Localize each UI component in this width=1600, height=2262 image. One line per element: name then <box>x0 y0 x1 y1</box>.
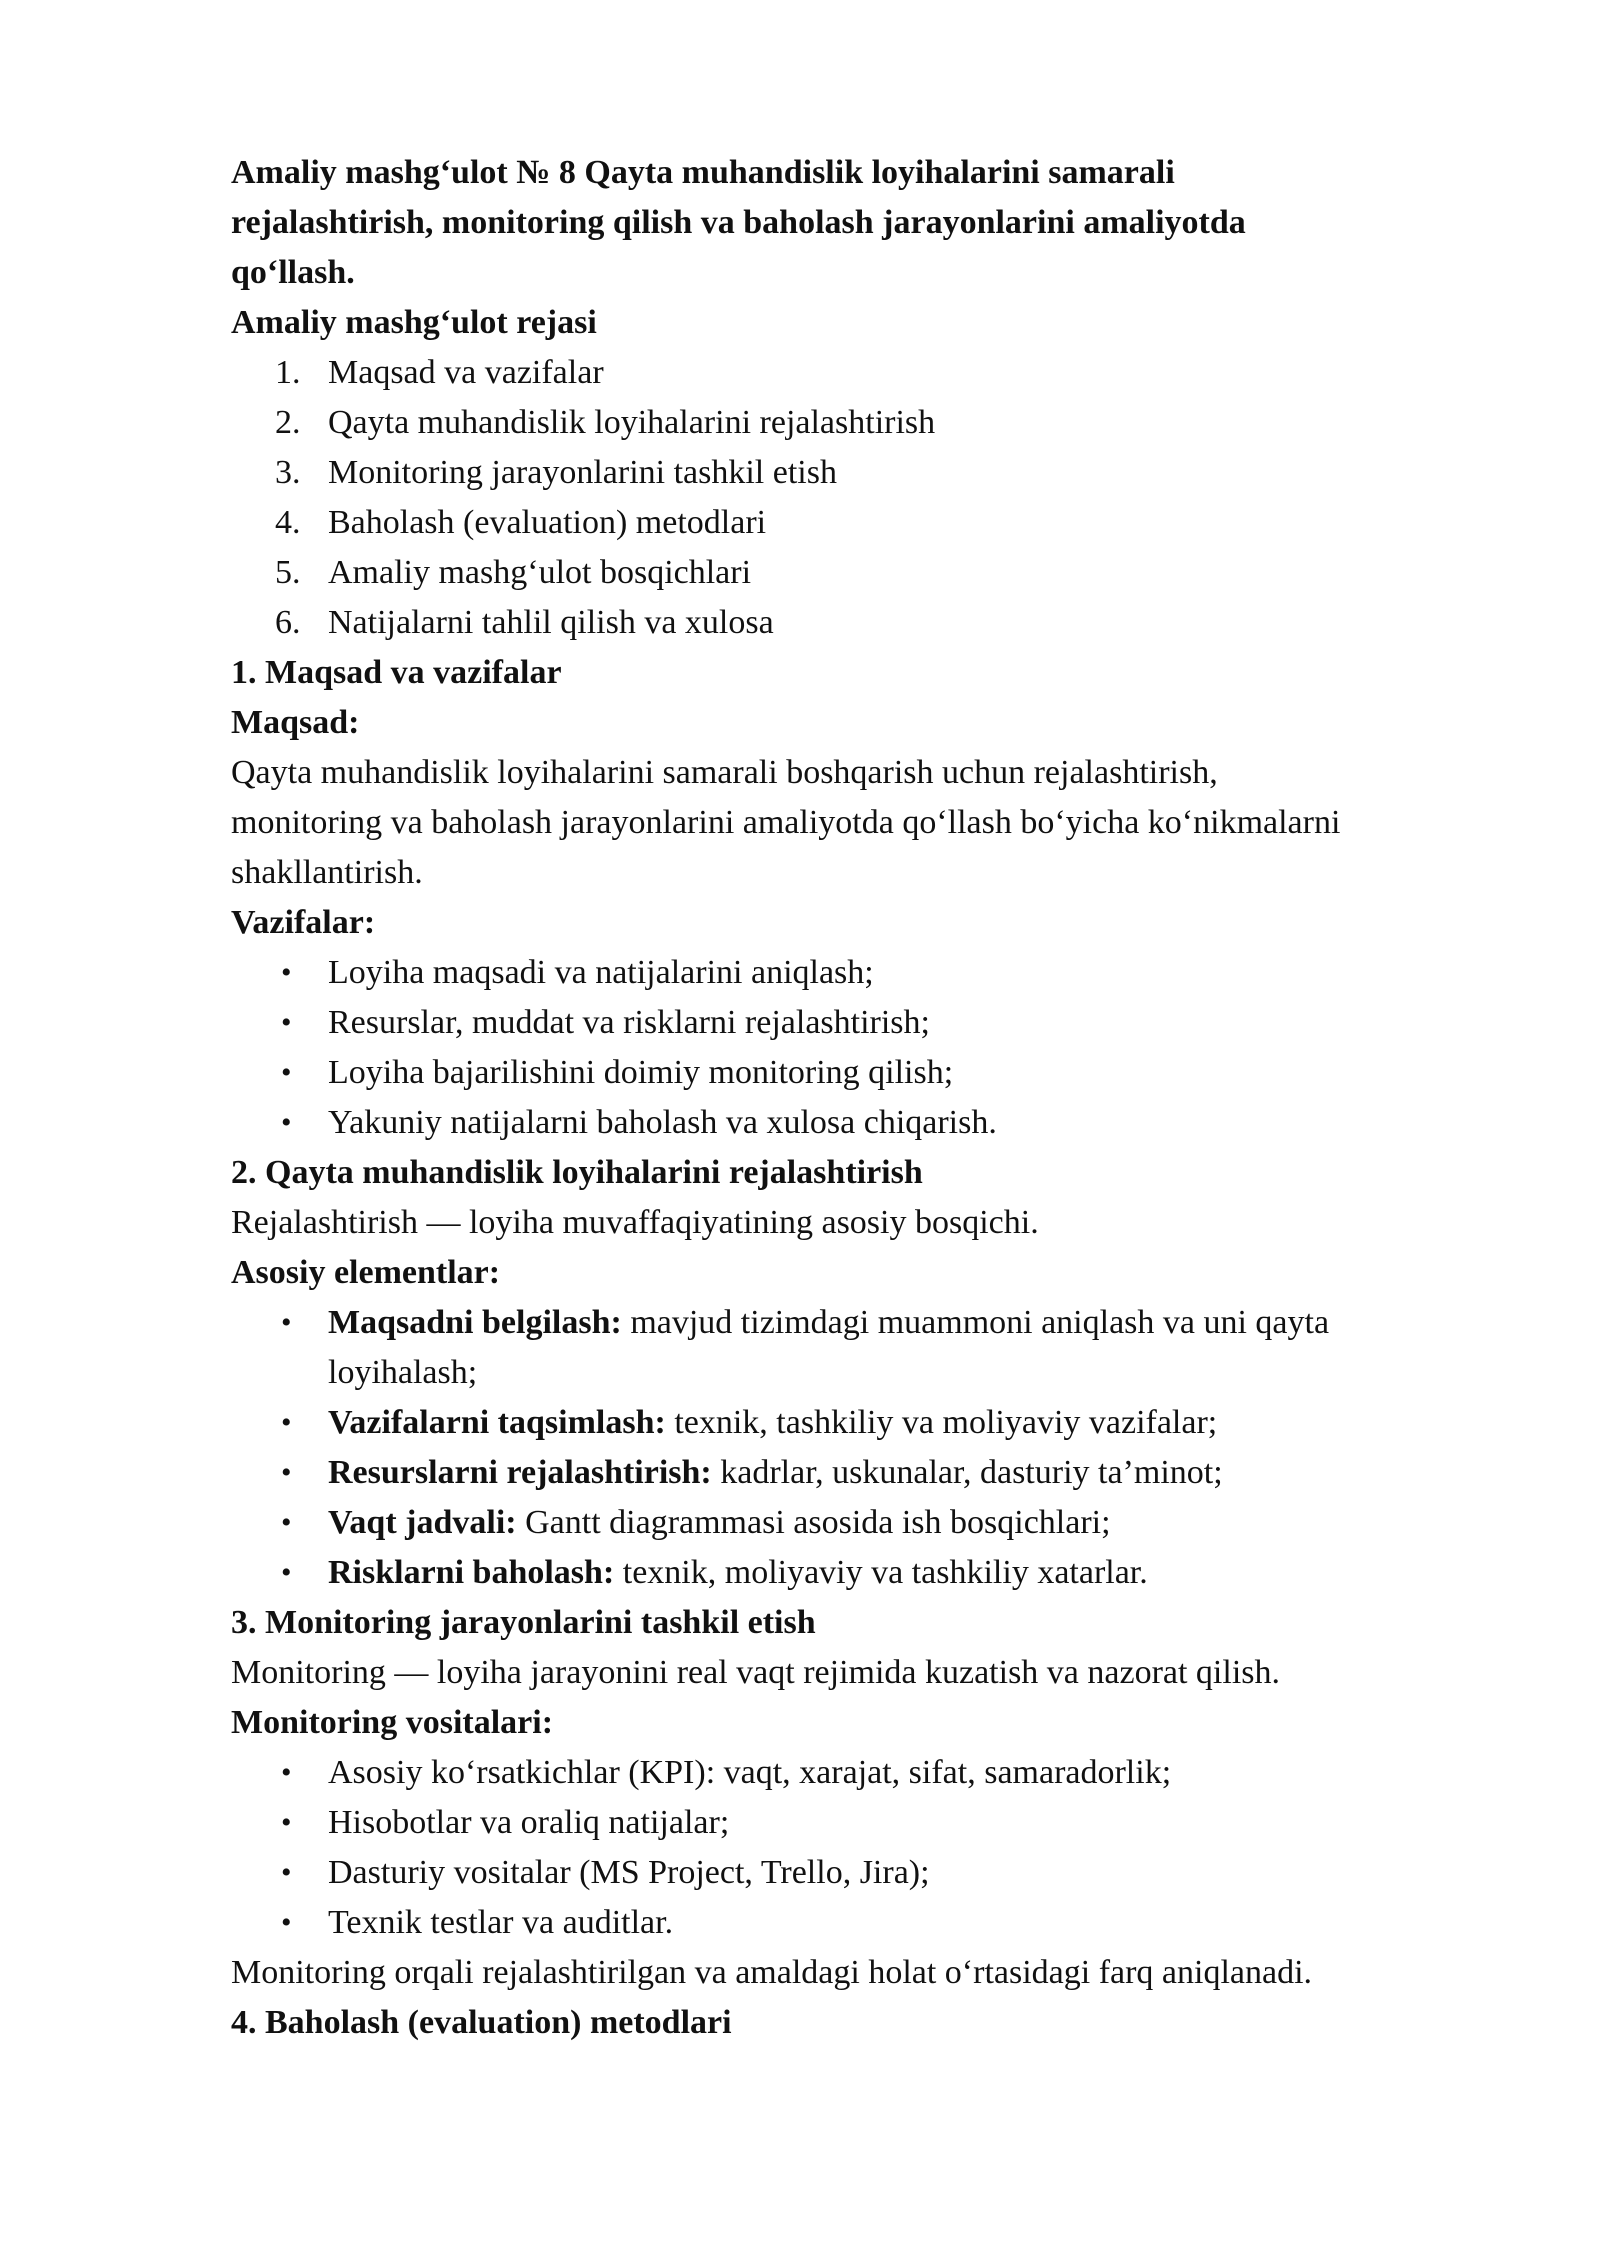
plan-item <box>231 398 1471 448</box>
bullet-icon: • <box>281 1006 292 1039</box>
bullet-icon: • <box>281 1106 292 1139</box>
bullet-icon: • <box>281 1506 292 1539</box>
bullet-icon: • <box>281 1456 292 1489</box>
tasks-label: Vazifalar: <box>231 904 376 941</box>
plan-item-text: Baholash (evaluation) metodlari <box>328 504 767 541</box>
document-title-line-3: qo‘llash. <box>231 254 355 291</box>
document-body <box>231 148 1471 2048</box>
tools-list <box>231 1748 1471 1948</box>
plan-item-text: Qayta muhandislik loyihalarini rejalashtirish <box>328 404 936 441</box>
task-item <box>231 1048 1471 1098</box>
element-term: Resurslarni rejalashtirish: <box>328 1454 712 1491</box>
element-item <box>231 1448 1471 1498</box>
section-3-outro: Monitoring orqali rejalashtirilgan va amaldagi holat o‘rtasidagi farq aniqlanadi. <box>231 1954 1313 1991</box>
goal-text-line-2: monitoring va baholash jarayonlarini amaliyotda qo‘llash bo‘yicha ko‘nikmalarni <box>231 804 1341 841</box>
goal-text-line-3: shakllantirish. <box>231 854 423 891</box>
bullet-icon: • <box>281 1056 292 1089</box>
element-term: Maqsadni belgilash: <box>328 1304 622 1341</box>
element-desc: Gantt diagrammasi asosida ish bosqichlari; <box>516 1504 1111 1541</box>
plan-item-text: Natijalarni tahlil qilish va xulosa <box>328 604 774 641</box>
bullet-icon: • <box>281 1556 292 1589</box>
task-item <box>231 1098 1471 1148</box>
section-4-heading: 4. Baholash (evaluation) metodlari <box>231 2004 732 2041</box>
plan-item-text: Maqsad va vazifalar <box>328 354 604 391</box>
task-text: Loyiha maqsadi va natijalarini aniqlash; <box>328 954 874 991</box>
tool-item <box>231 1798 1471 1848</box>
element-desc: texnik, tashkiliy va moliyaviy vazifalar; <box>665 1404 1218 1441</box>
section-1-heading: 1. Maqsad va vazifalar <box>231 654 562 691</box>
elements-label: Asosiy elementlar: <box>231 1254 501 1291</box>
element-desc: kadrlar, uskunalar, dasturiy ta’minot; <box>711 1454 1223 1491</box>
tool-item <box>231 1748 1471 1798</box>
bullet-icon: • <box>281 1406 292 1439</box>
plan-heading: Amaliy mashg‘ulot rejasi <box>231 304 597 341</box>
element-item <box>231 1498 1471 1548</box>
task-text: Resurslar, muddat va risklarni rejalashtirish; <box>328 1004 930 1041</box>
section-2-intro: Rejalashtirish — loyiha muvaffaqiyatining asosiy bosqichi. <box>231 1204 1039 1241</box>
section-3-intro: Monitoring — loyiha jarayonini real vaqt rejimida kuzatish va nazorat qilish. <box>231 1654 1281 1691</box>
task-text: Yakuniy natijalarni baholash va xulosa chiqarish. <box>328 1104 997 1141</box>
task-text: Loyiha bajarilishini doimiy monitoring qilish; <box>328 1054 954 1091</box>
plan-item <box>231 598 1471 648</box>
element-item <box>231 1548 1471 1598</box>
plan-item-number: 5. <box>275 554 301 591</box>
plan-item-text: Amaliy mashg‘ulot bosqichlari <box>328 554 752 591</box>
plan-item-number: 6. <box>275 604 301 641</box>
bullet-icon: • <box>281 1756 292 1789</box>
tool-item <box>231 1898 1471 1948</box>
tool-text: Texnik testlar va auditlar. <box>328 1904 674 1941</box>
element-item <box>231 1298 1471 1398</box>
bullet-icon: • <box>281 956 292 989</box>
tools-label: Monitoring vositalari: <box>231 1704 554 1741</box>
element-term: Vazifalarni taqsimlash: <box>328 1404 666 1441</box>
tool-item <box>231 1848 1471 1898</box>
bullet-icon: • <box>281 1306 292 1339</box>
element-desc: texnik, moliyaviy va tashkiliy xatarlar. <box>614 1554 1148 1591</box>
element-term: Vaqt jadvali: <box>328 1504 517 1541</box>
plan-item <box>231 348 1471 398</box>
element-item <box>231 1398 1471 1448</box>
document-title-line-2: rejalashtirish, monitoring qilish va baholash jarayonlarini amaliyotda <box>231 204 1246 241</box>
plan-item-number: 2. <box>275 404 301 441</box>
bullet-icon: • <box>281 1906 292 1939</box>
section-2-heading: 2. Qayta muhandislik loyihalarini rejalashtirish <box>231 1154 923 1191</box>
plan-item-number: 1. <box>275 354 301 391</box>
element-desc-continued: loyihalash; <box>328 1354 478 1391</box>
tasks-list <box>231 948 1471 1148</box>
plan-list <box>231 348 1471 648</box>
plan-item-text: Monitoring jarayonlarini tashkil etish <box>328 454 837 491</box>
document-title-line-1: Amaliy mashg‘ulot № 8 Qayta muhandislik loyihalarini samarali <box>231 154 1175 191</box>
bullet-icon: • <box>281 1856 292 1889</box>
plan-item <box>231 448 1471 498</box>
elements-list <box>231 1298 1471 1598</box>
goal-label: Maqsad: <box>231 704 360 741</box>
tool-text: Asosiy ko‘rsatkichlar (KPI): vaqt, xarajat, sifat, samaradorlik; <box>328 1754 1172 1791</box>
plan-item-number: 3. <box>275 454 301 491</box>
element-term: Risklarni baholash: <box>328 1554 615 1591</box>
element-desc: mavjud tizimdagi muammoni aniqlash va uni qayta <box>621 1304 1330 1341</box>
bullet-icon: • <box>281 1806 292 1839</box>
goal-text-line-1: Qayta muhandislik loyihalarini samarali boshqarish uchun rejalashtirish, <box>231 754 1218 791</box>
section-3-heading: 3. Monitoring jarayonlarini tashkil etish <box>231 1604 816 1641</box>
tool-text: Hisobotlar va oraliq natijalar; <box>328 1804 730 1841</box>
task-item <box>231 948 1471 998</box>
tool-text: Dasturiy vositalar (MS Project, Trello, Jira); <box>328 1854 930 1891</box>
plan-item <box>231 548 1471 598</box>
plan-item-number: 4. <box>275 504 301 541</box>
task-item <box>231 998 1471 1048</box>
plan-item <box>231 498 1471 548</box>
